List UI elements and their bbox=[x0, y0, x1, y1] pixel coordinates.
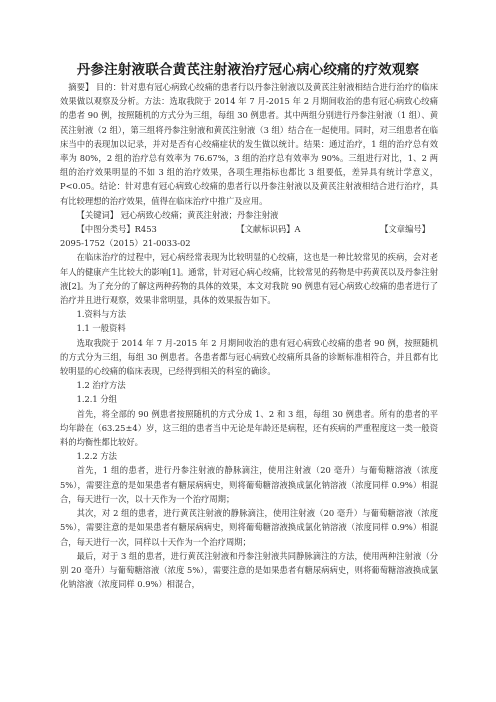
document-code: 【文献标识码】A bbox=[236, 224, 301, 235]
subsection-heading-treatment: 1.2 治疗方法 bbox=[76, 380, 126, 391]
paper-title: 丹参注射液联合黄芪注射液治疗冠心病心绞痛的疗效观察 bbox=[76, 62, 420, 78]
subsubsection-heading-method: 1.2.2 方法 bbox=[76, 451, 117, 462]
intro-paragraph: 在临床治疗的过程中，冠心病经常表现为比较明显的心绞痛，这也是一种比较常见的疾病，会对老年人的健康产生比较大的影响[1]。通常，针对冠心病心绞痛，比较常见的药物是中药黄芪以及丹参注射液[2]。为了充分的了解这两种药物的具体的效果，本文对我院 90 例患有冠心病致心绞痛的患者进行了治疗并且进行观察，效果非常明显，具体的效果报告如下。 bbox=[60, 252, 438, 306]
paper-body bbox=[60, 80, 438, 591]
section-heading-materials-methods: 1.资料与方法 bbox=[76, 309, 126, 320]
method-paragraph-group1: 首先，1 组的患者，进行丹参注射液的静脉滴注，使用注射液（20 毫升）与葡萄糖溶液（浓度 5%），需要注意的是如果患者有糖尿病病史，则将葡萄糖溶液换成氯化钠溶液（浓度同样 0.9%）相混合，每天进行一次，以十天作为一个治疗周期； bbox=[60, 465, 438, 504]
grouping-paragraph: 首先，将全部的 90 例患者按照随机的方式分成 1、2 和 3 组，每组 30 例患者。所有的患者的平均年龄在（63.25±4）岁，这三组的患者当中无论是年龄还是病程，还有疾病的严重程度这一类一般资料的均衡性都比较好。 bbox=[60, 408, 438, 448]
method-paragraph-group3: 最后，对于 3 组的患者，进行黄芪注射液和丹参注射液共同静脉滴注的方法，使用两种注射液（分别 20 毫升）与葡萄糖溶液（浓度 5%），需要注意的是如果患者有糖尿病病史，则将葡萄糖溶液换成氯化钠溶液（浓度同样 0.9%）相混合， bbox=[60, 550, 438, 590]
subsection-heading-general-info: 1.1 一般资料 bbox=[76, 323, 126, 334]
classification-line bbox=[60, 222, 438, 236]
keywords-line: 【关键词】 冠心病致心绞痛；黄芪注射液；丹参注射液 bbox=[76, 209, 279, 220]
clc-number: 【中图分类号】R453 bbox=[76, 224, 157, 235]
subsubsection-heading-grouping: 1.2.1 分组 bbox=[76, 394, 117, 405]
abstract-paragraph: 摘要】 目的：针对患有冠心病致心绞痛的患者行以丹参注射液以及黄芪注射液相结合进行治疗的临床效果做以观察及分析。方法：选取我院于 2014 年 7 月-2015 年 2 月期间收治的患有冠心病致心绞痛的患者 90 例，按照随机的方式分为三组，每组 30 例患者。其中两组分别进行丹参注射液（1 组）、黄芪注射液（2 组），第三组将丹参注射液和黄芪注射液（3 组）结合在一起使用。同时，对三组患者在临床当中的表现加以记录，并对是否有心绞痛症状的发生做以统计。结果：通过治疗，1 组的治疗总有效率为 80%，2 组的治疗总有效率为 76.67%，3 组的治疗总有效率为 90%。三组进行对比，1、2 两组的治疗效果明显的不如 3 组的治疗效果，各项生理指标也都比 3 组要低，差异具有统计学意义，P<0.05。结论：针对患有冠心病致心绞痛的患者行以丹参注射液以及黄芪注射液相结合进行治疗，具有比较理想的治疗效果，值得在临床治疗中推广及应用。 bbox=[60, 82, 438, 206]
general-info-paragraph: 选取我院于 2014 年 7 月-2015 年 2 月期间收治的患有冠心病致心绞痛的患者 90 例，按照随机的方式分为三组，每组 30 例患者。各患者都与冠心病致心绞痛所具备的诊断标准相符合，并且都有比较明显的心绞痛的临床表现，已经得到相关的科室的确诊。 bbox=[60, 337, 438, 377]
method-paragraph-group2: 其次，对 2 组的患者，进行黄芪注射液的静脉滴注，使用注射液（20 毫升）与葡萄糖溶液（浓度 5%），需要注意的是如果患者有糖尿病病史，则将葡萄糖溶液换成氯化钠溶液（浓度同样 0.9%）相混合，每天进行一次，同样以十天作为一个治疗周期； bbox=[60, 508, 438, 547]
article-number-label: 【文章编号】 bbox=[380, 224, 430, 235]
article-number: 2095-1752（2015）21-0033-02 bbox=[60, 238, 191, 249]
